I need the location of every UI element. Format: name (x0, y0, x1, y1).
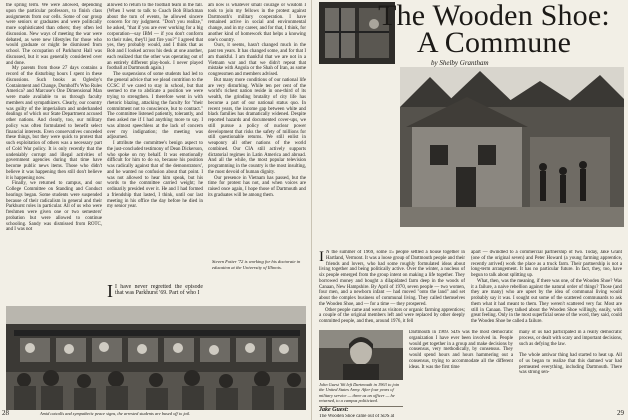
paragraph: But many more conditions of our national life are very disturbing. While ten per cent of the world's richest nation reside in one-third of its wealth, the grinding brutality of city life has become a part of our national status quo. In recent years, the income gap between white and black families has dramatically widened. Despite reported hazards and documented cover-ups, we still pursue a policy of nuclear power development that risks the safety of millions for still questionable returns. We still enlist in weaponry all other nations of the world combined. Our CIA still actively supports dictatorial regimes in Latin America and abroad. And all the while, the most popular television programming in the country is the most insulting, the most devoid of human dignity. (208, 77, 306, 175)
left-page (0, 0, 312, 420)
interview-column-2: Dartmouth in 1969. SDS was the most democratic organization I have ever been involved in. People would get together in a group and make decisions by consensus, very methodically, by consensus. They would spend hours and hours hammering out a consensus, trying to accommodate all the different ideas. It was the first time (409, 330, 513, 370)
commune-farmhouse-photo-image (400, 67, 624, 227)
right-page (313, 0, 628, 420)
jake-guest-portrait (319, 330, 403, 380)
paragraph: The suspensions of some students had led to the general advice that we plead contrition to the CCSC if we cared to stay in school, but that seemed to me to abdicate a position we were trying to strengthen. I therefore went in with rhetoric blazing, attacking the faculty for "their commitment not to conscience, but to contract." The committee listened patiently, tolerantly, and then asked me if I had anything more to say. I was almost speechless at the lack of concern over my indignation; the meeting was adjourned. (107, 72, 203, 141)
interview-column-3: many of us had participated in a really democratic process, or dealt with scary and important decisions, such as defying the law. The whole antiwar thing had started to heat up. All of us began to realize that this damned war had permeated everything, including Dartmouth. There was strong sen- (519, 330, 622, 376)
left-column-2 (107, 3, 203, 265)
bus-arrest-photo-image (6, 306, 306, 410)
title-line-1: The Wooden Shoe: (378, 0, 610, 32)
page-number: 29 (617, 409, 624, 417)
jake-guest-portrait-image (319, 330, 403, 380)
bus-photo-caption: Amid catcalls and sympathetic peace signs, the arrested students are bused off to jail. (40, 411, 191, 416)
bus-arrest-photo (6, 306, 306, 410)
paragraph: allowed to return to the football team in the fall. (When I went to talk to Coach Bob Blackman about the turn of events, he allowed sincere concern for my judgment. "Don't you realize," he asked, "that if you are ever working for a big corporation—say IBM — if you don't conform to their rules, they'll just fire you?" I agreed that yes, they probably would, and I think that as Bob and I looked across his desk at one another, each realized that the other was operating out of an entirely different play-book. I never played football at Dartmouth again.) (107, 3, 203, 72)
paragraph: I have never regretted the episode that was Parkhurst '69. Part of who I (115, 284, 203, 297)
title-line-2: A Commune (416, 26, 572, 59)
paragraph: What, then, was the meaning, if there was one, of the Wooden Shoe? Was it a failure, a naive rebellion against the natural order of things? Those (and they are many) who are upset by the idea of communal living would probably say it was. I sought out some of the scattered communards to ask them what it had meant to them. They weren't scattered very far. Most are still in Canaan. They talked about the Wooden Shoe willingly, easily, with great feeling. Only in the most superficial sense of the word, they said, could the Wooden Shoe be called a failure. (471, 278, 622, 324)
paragraph: N the summer of 1969, some 15 people settled a house together in Hartland, Vermont. It was a loose group of Dartmouth people and their friends and lovers, who had some roughly formulated ideas about living together and being politically active. Over the winter, a nucleus of six people emerged from the group intent on making a life together. They borrowed money and bought a dilapidated farm deep in the woods of Canaan, New Hampshire. By April of 1970, seven people — two women, four men, and a newborn infant — had moved "onto the land" and set about the complex business of communal living. They called themselves the Wooden Shoe, and — for a time — they prospered. (319, 250, 465, 307)
paragraph: Ours, it seems, hasn't changed much in the past ten years. It has changed some, and for that I am thankful. I am thankful that we are not in a Vietnam war and that we didn't repeat that mistake with Angola or the Shah of Iran, as some congressmen and members advised. (208, 43, 306, 77)
article-body-left (319, 250, 465, 325)
commune-farmhouse-photo (400, 67, 624, 227)
article-title (360, 0, 628, 59)
article-body-right (471, 250, 622, 325)
drop-cap: I (319, 250, 324, 265)
portrait-caption: John Guest '66 left Dartmouth in 1963 to join the United States Army. After four years of military service — three as an officer — he returned, to a campus politicized. (319, 382, 400, 403)
paragraph: Other people came and went as visitors or organic farming apprentices; a couple of the original members left and were replaced by other deeply committed people, and then, around 1976, it fell (319, 307, 465, 324)
paragraph: the spring term. We were allowed, depending upon the particular professors, to finish class assignments from our cells. Some of our group were seniors or graduates and were politically more sophisticated than others; they often led discussion. New ways of meeting the war were debated, as were new lifestyles for those who would graduate or might be dismissed from school. The occupation of Parkhurst Hall was discussed, but it was generally considered over and done. (6, 3, 102, 66)
byline: by Shelby Grantham (431, 59, 489, 67)
page-number: 28 (2, 409, 9, 417)
interview-subhead: Jake Guest: (319, 407, 349, 413)
paragraph: My parents from those 27 days contains a record of the disturbing hours I spent in these discussions. Such books as Oglesby's Containment and Change, Domhoff's Who Rules America? and Marcuse's One Dimensional Man were made available to us through faculty members and sympathizers. Clearly, our country was guilty of the imperialism and underhanded dealings of which our State Department accused other nations. And clearly, too, our military policy was often formulated to benefit select financial interests. Even conservatives conceded these things, but they were quick to protest that such exploitation of others was a necessary part of Cold War policy. It is only recently that the undeniably corrupt and illegal activities of government agencies during that time have become public news items. Those who didn't believe it was happening then still don't believe it is happening now. (6, 66, 102, 181)
paragraph: apart — dwindled to a commercial partnership of two. Today, Jake Grant (one of the original seven) and Peter Howard (a young farming apprentice, recently arrived) work the place as a truck farm. Their partnership is not a long-term arrangement. It has no particular future. In fact, they, too, have begun to talk about splitting up. (471, 250, 622, 278)
left-column-2-closing: I I have never regretted the episode that was Parkhurst '69. Part of who I (107, 284, 203, 301)
interview-column-1: The Wooden Shoe came out of SDS at (319, 414, 395, 419)
paragraph: am now is whatever small courage or wisdom I took to join my fellows in the protest against Dartmouth's military cooperation. I have remained active in social and environmental change, and in my career, and for that, I think, for another kind of homework that helps a knowing one's country. (208, 3, 306, 43)
intro-column-upper (319, 86, 397, 226)
paragraph: Finally, we returned to campus, and our College Committee on Standing and Conduct hearings began. Some students were suspended because of their radicalism in general and their Parkhurst roles in particular. All of us who were freshmen were given one or two semesters' probation but were allowed to continue schooling. Sandy was dismissed from ROTC, and I was not (6, 181, 102, 233)
paragraph: Our presence in Vietnam has passed, but the time for protest has not, and when voices are raised once again, I hope those of Dartmouth and its graduates will be among them. (208, 175, 306, 198)
left-column-1 (6, 3, 102, 333)
author-bio: Steven Fotter '72 is working for his doctorate in education at the University of Illinois. (212, 259, 301, 270)
left-column-3 (208, 3, 306, 245)
paragraph: I attribute the committee's benign aspect to the just-concluded testimony of Dean Dickerson, who spoke on my behalf. It was emotionally difficult for him to do so, because his position was radically against that of the demonstrators', and he wanted no confusion about that point. I was not allowed to hear him speak, but his words to the committee carried weight; he ordinarily presided over it. He and I had formed a friendship that lasted, I think, until our last meeting in his office the day before he died in my senior year. (107, 141, 203, 210)
